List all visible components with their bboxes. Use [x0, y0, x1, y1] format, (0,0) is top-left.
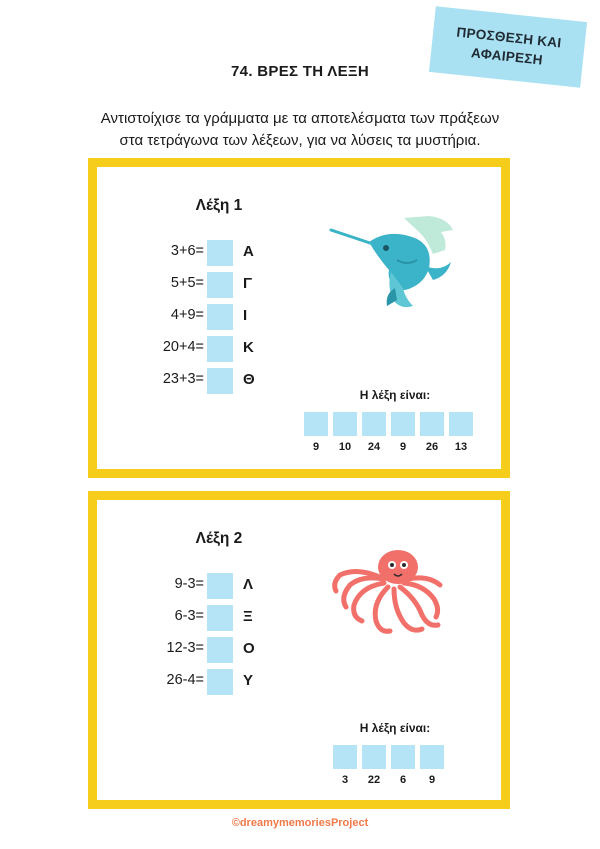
page-title: 74. ΒΡΕΣ ΤΗ ΛΕΞΗ — [231, 63, 369, 80]
answer-number: 6 — [399, 774, 407, 786]
equation-letter: Ο — [243, 640, 255, 657]
answer-slot[interactable] — [362, 412, 386, 436]
equation-letter: Υ — [243, 672, 254, 689]
equation-row — [117, 605, 277, 631]
answer-slot[interactable] — [420, 745, 444, 769]
answer-slot[interactable] — [362, 745, 386, 769]
answer-slot[interactable] — [391, 745, 415, 769]
octopus-icon — [332, 545, 447, 645]
answer-slot[interactable] — [304, 412, 328, 436]
equation-text: 5+5= — [170, 275, 204, 291]
equation-letter: Ι — [243, 307, 248, 324]
equation-letter: Λ — [243, 576, 254, 593]
equation-text: 26-4= — [166, 672, 204, 688]
answer-box[interactable] — [207, 669, 233, 695]
instructions — [40, 108, 560, 152]
equation-row — [117, 573, 277, 599]
equation-row — [117, 637, 277, 663]
puzzle-card-1 — [88, 158, 510, 478]
puzzle-title: Λέξη 1 — [195, 197, 243, 214]
equation-row — [117, 272, 277, 298]
answer-number: 24 — [367, 441, 381, 453]
answer-slot[interactable] — [420, 412, 444, 436]
answer-box[interactable] — [207, 637, 233, 663]
swordfish-icon — [329, 210, 459, 315]
equation-letter: Ξ — [243, 608, 253, 625]
equation-letter: Θ — [243, 371, 255, 388]
equation-letter: Κ — [243, 339, 254, 356]
answer-slot[interactable] — [333, 745, 357, 769]
answer-number: 10 — [338, 441, 352, 453]
answer-number: 13 — [454, 441, 468, 453]
equation-row — [117, 669, 277, 695]
answer-number: 22 — [367, 774, 381, 786]
answer-box[interactable] — [207, 304, 233, 330]
equation-text: 4+9= — [170, 307, 204, 323]
equation-text: 23+3= — [162, 371, 204, 387]
instructions-line2: στα τετράγωνα των λέξεων, για να λύσεις τα μυστήρια. — [119, 132, 481, 149]
equation-row — [117, 368, 277, 394]
answer-box[interactable] — [207, 240, 233, 266]
equation-letter: Α — [243, 243, 254, 260]
answer-number: 9 — [312, 441, 320, 453]
equation-row — [117, 336, 277, 362]
answer-slot[interactable] — [449, 412, 473, 436]
answer-box[interactable] — [207, 573, 233, 599]
topic-tag-line2: ΑΦΑΙΡΕΣΗ — [470, 45, 544, 68]
equation-row — [117, 240, 277, 266]
instructions-line1: Αντιστοίχισε τα γράμματα με τα αποτελέσματα των πράξεων — [100, 110, 500, 127]
answer-box[interactable] — [207, 368, 233, 394]
answer-box[interactable] — [207, 605, 233, 631]
equation-text: 9-3= — [174, 576, 204, 592]
topic-tag-line1: ΠΡΟΣΘΕΣΗ ΚΑΙ — [455, 24, 563, 51]
puzzle-card-2 — [88, 491, 510, 809]
answer-box[interactable] — [207, 272, 233, 298]
footer-credit: ©dreamymemoriesProject — [231, 817, 369, 829]
answer-slot[interactable] — [391, 412, 415, 436]
equation-text: 20+4= — [162, 339, 204, 355]
answer-number: 9 — [399, 441, 407, 453]
answer-label: Η λέξη είναι: — [359, 721, 431, 735]
answer-number: 3 — [341, 774, 349, 786]
answer-slot[interactable] — [333, 412, 357, 436]
answer-number: 26 — [425, 441, 439, 453]
answer-box[interactable] — [207, 336, 233, 362]
equation-text: 12-3= — [166, 640, 204, 656]
equation-text: 3+6= — [170, 243, 204, 259]
equation-text: 6-3= — [174, 608, 204, 624]
equation-row — [117, 304, 277, 330]
puzzle-title: Λέξη 2 — [195, 530, 243, 547]
equation-letter: Γ — [243, 275, 253, 292]
answer-label: Η λέξη είναι: — [359, 388, 431, 402]
answer-number: 9 — [428, 774, 436, 786]
